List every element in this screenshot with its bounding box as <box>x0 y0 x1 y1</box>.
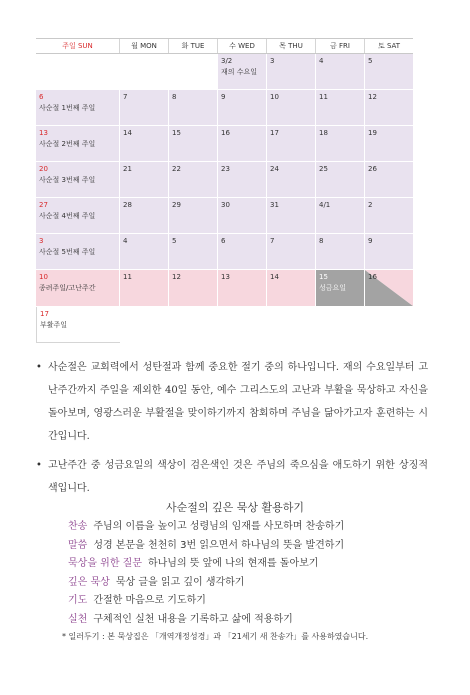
activity-desc: 하나님의 뜻 앞에 나의 현재를 돌아보기 <box>147 558 319 569</box>
calendar-week-row <box>36 162 413 198</box>
calendar-day-cell <box>120 270 169 307</box>
day-number: 6 <box>221 237 226 245</box>
day-number: 4 <box>123 237 128 245</box>
day-number: 5 <box>368 57 373 65</box>
calendar-day-cell <box>267 90 316 126</box>
activity-term: 실천 <box>68 613 88 625</box>
calendar-day-cell <box>316 54 365 90</box>
bullet-icon: • <box>36 460 42 471</box>
activity-item <box>68 555 428 574</box>
calendar-day-cell <box>36 234 120 270</box>
calendar-day-cell <box>218 270 267 307</box>
day-number: 3/2 <box>221 57 233 65</box>
day-header-fri: 금 FRI <box>316 39 365 53</box>
activity-item <box>68 518 428 537</box>
day-number: 13 <box>221 273 230 281</box>
calendar-day-cell <box>36 270 120 307</box>
calendar-day-cell <box>365 54 413 90</box>
day-number: 15 <box>172 129 181 137</box>
day-header-mon: 월 MON <box>120 39 169 53</box>
day-label: 사순절 1번째 주일 <box>39 104 96 112</box>
day-number: 4/1 <box>319 201 331 209</box>
day-number: 14 <box>270 273 279 281</box>
day-label: 사순절 3번째 주일 <box>39 176 96 184</box>
day-number: 19 <box>368 129 377 137</box>
day-header-sat: 토 SAT <box>377 42 401 50</box>
day-number: 27 <box>39 201 48 209</box>
day-number: 20 <box>39 165 48 173</box>
day-number: 26 <box>368 165 377 173</box>
day-number: 18 <box>319 129 328 137</box>
day-number: 23 <box>221 165 230 173</box>
calendar-day-cell <box>169 234 218 270</box>
day-label: 재의 수요일 <box>221 68 258 76</box>
calendar-header <box>36 38 413 54</box>
day-header-tue: 화 TUE <box>169 39 218 53</box>
calendar-day-cell <box>365 162 413 198</box>
day-number: 12 <box>368 93 377 101</box>
calendar-day-cell <box>120 54 169 90</box>
day-number: 30 <box>221 201 230 209</box>
footnote: * 일러두기 : 본 묵상집은 「개역개정성경」과 「21세기 새 찬송가」를 사용하였습니다. <box>62 632 369 641</box>
calendar-day-cell <box>169 54 218 90</box>
calendar-day-cell <box>36 307 120 343</box>
day-header-thu: 목 THU <box>267 39 316 53</box>
calendar-day-cell <box>267 198 316 234</box>
day-number: 7 <box>270 237 275 245</box>
calendar-day-cell <box>365 126 413 162</box>
calendar-day-cell <box>316 90 365 126</box>
day-number: 9 <box>221 93 226 101</box>
calendar-day-cell <box>267 54 316 90</box>
day-number: 8 <box>172 93 177 101</box>
day-number: 14 <box>123 129 132 137</box>
day-number: 16 <box>221 129 230 137</box>
activity-item <box>68 611 428 630</box>
calendar-week-row <box>36 270 413 307</box>
day-number: 11 <box>123 273 132 281</box>
activity-term: 말씀 <box>68 539 88 551</box>
calendar-day-cell <box>218 126 267 162</box>
activity-item <box>68 537 428 556</box>
description-list <box>36 356 428 506</box>
day-number: 12 <box>172 273 181 281</box>
day-header-sun: 주일 SUN <box>36 39 120 53</box>
activities-title: 사순절의 깊은 묵상 활용하기 <box>165 501 304 514</box>
calendar-day-cell <box>169 126 218 162</box>
day-number: 25 <box>319 165 328 173</box>
calendar-day-cell <box>36 162 120 198</box>
activity-desc: 주님의 이름을 높이고 성령님의 임재를 사모하며 찬송하기 <box>93 521 345 532</box>
day-number: 4 <box>319 57 324 65</box>
calendar-day-cell <box>36 126 120 162</box>
activity-item <box>68 574 428 593</box>
description-text: 고난주간 중 성금요일의 색상이 검은색인 것은 주님의 죽으심을 애도하기 위한 상징적 색입니다. <box>48 460 428 494</box>
day-number: 6 <box>39 93 44 101</box>
calendar-day-cell <box>120 90 169 126</box>
calendar-day-cell <box>120 234 169 270</box>
day-number: 10 <box>270 93 279 101</box>
activity-desc: 구체적인 실천 내용을 기록하고 삶에 적용하기 <box>93 613 293 625</box>
activities-list <box>68 518 428 629</box>
calendar-day-cell <box>218 90 267 126</box>
calendar-day-cell <box>267 270 316 307</box>
bullet-icon: • <box>36 362 42 373</box>
calendar-week-row <box>36 198 413 234</box>
calendar-day-cell <box>316 198 365 234</box>
day-number: 17 <box>40 310 49 318</box>
calendar-day-cell <box>120 198 169 234</box>
day-number: 13 <box>39 129 48 137</box>
day-number: 5 <box>172 237 177 245</box>
calendar-day-cell <box>267 162 316 198</box>
description-text: 사순절은 교회력에서 성탄절과 함께 중요한 절기 중의 하나입니다. 재의 수요일부터 고난주간까지 주일을 제외한 40일 동안, 예수 그리스도의 고난과 부활을 묵상하고 자신을 돌아보며, 영광스러운 부활절을 맞이하기까지 참회하며 주님을 닮아가고자 훈련하는 시간입니다. <box>48 362 428 442</box>
calendar-day-cell <box>169 270 218 307</box>
day-number: 29 <box>172 201 181 209</box>
day-label: 성금요일 <box>319 284 347 292</box>
activity-term: 묵상을 위한 질문 <box>68 558 142 569</box>
activity-term: 깊은 묵상 <box>68 576 110 588</box>
day-number: 3 <box>270 57 275 65</box>
day-header-wed: 수 WED <box>218 39 267 53</box>
calendar-day-cell <box>218 162 267 198</box>
day-number: 11 <box>319 93 328 101</box>
calendar-day-cell <box>218 198 267 234</box>
activity-term: 기도 <box>68 595 88 606</box>
calendar-day-cell <box>169 90 218 126</box>
day-label: 종려주일/고난주간 <box>39 284 96 292</box>
day-number: 16 <box>368 273 377 281</box>
calendar-day-cell <box>267 234 316 270</box>
calendar-week-row <box>36 54 413 90</box>
activity-desc: 간절한 마음으로 기도하기 <box>93 595 206 606</box>
day-number: 15 <box>319 273 328 281</box>
description-item <box>36 454 428 500</box>
day-number: 10 <box>39 273 48 281</box>
activity-desc: 성경 본문을 천천히 3번 읽으면서 하나님의 뜻을 발견하기 <box>93 539 345 551</box>
day-number: 7 <box>123 93 128 101</box>
calendar-week-row <box>36 126 413 162</box>
day-number: 24 <box>270 165 279 173</box>
day-label: 사순절 5번째 주일 <box>39 248 96 256</box>
activity-term: 찬송 <box>68 521 88 532</box>
calendar-body <box>36 54 413 343</box>
calendar-day-cell <box>120 126 169 162</box>
day-number: 3 <box>39 237 44 245</box>
calendar-day-cell <box>316 234 365 270</box>
activity-item <box>68 592 428 611</box>
day-number: 8 <box>319 237 324 245</box>
calendar-week-row <box>36 307 413 343</box>
calendar-day-cell <box>218 234 267 270</box>
calendar-day-cell <box>316 270 365 307</box>
day-label: 사순절 2번째 주일 <box>39 140 96 148</box>
day-number: 31 <box>270 201 279 209</box>
calendar-day-cell <box>120 162 169 198</box>
day-number: 21 <box>123 165 132 173</box>
calendar-day-cell <box>36 198 120 234</box>
calendar-day-cell <box>169 162 218 198</box>
calendar-day-cell <box>365 90 413 126</box>
day-number: 28 <box>123 201 132 209</box>
calendar-day-cell <box>36 90 120 126</box>
calendar-day-cell <box>169 198 218 234</box>
day-number: 9 <box>368 237 373 245</box>
calendar-week-row <box>36 234 413 270</box>
calendar-day-cell <box>218 54 267 90</box>
calendar-day-cell <box>365 234 413 270</box>
activity-desc: 묵상 글을 읽고 깊이 생각하기 <box>115 576 245 588</box>
calendar-day-cell <box>316 162 365 198</box>
day-label: 부활주일 <box>40 321 68 329</box>
calendar-day-cell <box>365 270 413 307</box>
day-number: 22 <box>172 165 181 173</box>
lent-calendar <box>36 38 413 343</box>
calendar-day-cell <box>316 126 365 162</box>
day-number: 2 <box>368 201 373 209</box>
day-number: 17 <box>270 129 279 137</box>
calendar-day-cell <box>36 54 120 90</box>
calendar-week-row <box>36 90 413 126</box>
description-item <box>36 356 428 448</box>
day-label: 사순절 4번째 주일 <box>39 212 96 220</box>
calendar-day-cell <box>365 198 413 234</box>
calendar-day-cell <box>267 126 316 162</box>
